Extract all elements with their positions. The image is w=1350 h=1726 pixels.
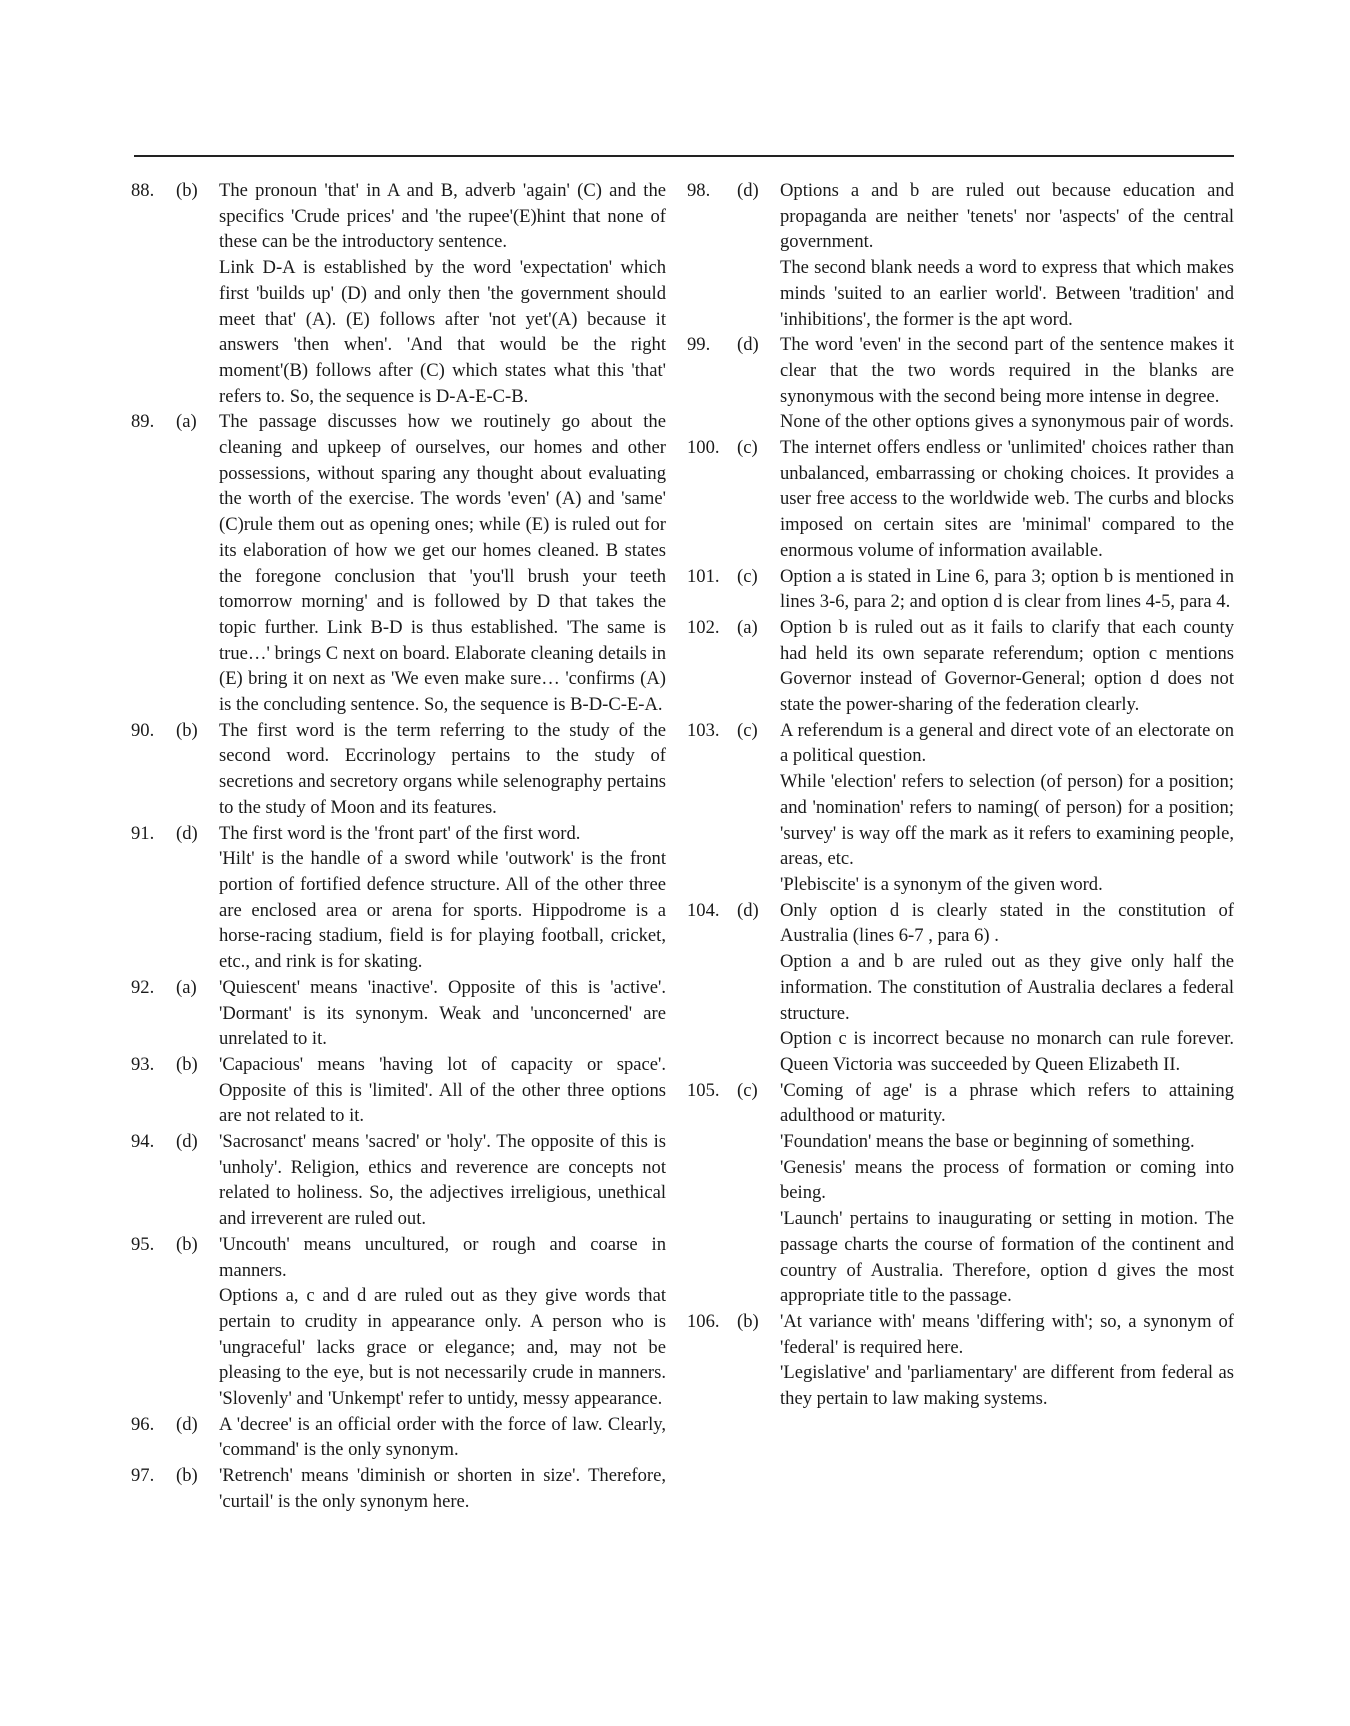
explanation [219, 975, 666, 1052]
explanation [219, 1412, 666, 1463]
question-number: 97. [131, 1465, 155, 1487]
question-number: 88. [131, 180, 155, 201]
explanation [219, 1463, 666, 1514]
explanation-paragraph: 'Quiescent' means 'inactive'. Opposite of this is 'active'. 'Dormant' is its synonym. Weak and 'unconcerned' are unrelated to it. [219, 976, 666, 1050]
answer-option: (d) [737, 334, 759, 356]
answer-option: (c) [737, 719, 758, 741]
answer-option: (d) [737, 180, 759, 201]
question-number: 106. [687, 1310, 720, 1332]
question-number: 90. [131, 719, 155, 741]
explanation [219, 409, 666, 717]
answer-entry [131, 1463, 666, 1514]
explanation [219, 821, 666, 975]
explanation-paragraph: 'Sacrosanct' means 'sacred' or 'holy'. The opposite of this is 'unholy'. Religion, ethics and reverence are concepts not related to holiness. So, the adjectives irreligious, unethical and irreverent are ruled out. [219, 1131, 666, 1230]
answer-entry [131, 178, 666, 409]
explanation-paragraph: 'At variance with' means 'differing with'; so, a synonym of 'federal' is required here. [780, 1310, 1234, 1358]
explanation [780, 332, 1234, 435]
answer-option: (b) [737, 1310, 759, 1332]
explanation [780, 1078, 1234, 1309]
explanation [219, 1129, 666, 1232]
explanation [219, 178, 666, 409]
explanation [780, 178, 1234, 332]
answer-entry [131, 1129, 666, 1232]
answer-entry [131, 409, 666, 717]
header-rule [134, 155, 1234, 157]
explanation-paragraph: Option b is ruled out as it fails to clarify that each county had held its own separate referendum; option c mentions Governor instead of Governor-General; option d does not state the power-sharing of the federation clearly. [780, 616, 1234, 716]
question-number: 96. [131, 1413, 155, 1435]
answer-entry [687, 1309, 1234, 1412]
explanation-paragraph: The second blank needs a word to express that which makes minds 'suited to an earlier world'. Between 'tradition' and 'inhibitions', the former is the apt word. [780, 257, 1234, 330]
question-number: 91. [131, 822, 155, 844]
question-number: 102. [687, 616, 720, 638]
explanation-paragraph: The first word is the term referring to the study of the second word. Eccrinology pertains to the study of secretions and secretory organs while selenography pertains to the study of Moon and its features. [219, 719, 666, 818]
left-column [131, 178, 666, 1515]
answer-entry [131, 821, 666, 975]
explanation-paragraph: 'Hilt' is the handle of a sword while 'outwork' is the front portion of fortified defence structure. All of the other three are enclosed area or arena for sports. Hippodrome is a horse-racing stadium, field is for playing football, cricket, etc., and rink is for skating. [219, 848, 666, 973]
answer-entry [687, 178, 1234, 332]
answer-entry [687, 898, 1234, 1078]
explanation-paragraph: Link D-A is established by the word 'expectation' which first 'builds up' (D) and only then 'the government should meet that' (A). (E) follows after 'not yet'(A) because it answers 'then when'. 'And that would be the right moment'(B) follows after (C) which states what this 'that' refers to. So, the sequence is D-A-E-C-B. [219, 257, 666, 407]
question-number: 95. [131, 1233, 155, 1255]
question-number: 104. [687, 899, 720, 921]
explanation-paragraph: 'Retrench' means 'diminish or shorten in size'. Therefore, 'curtail' is the only synonym here. [219, 1465, 666, 1512]
answer-option: (c) [737, 1079, 758, 1101]
explanation [219, 1052, 666, 1129]
explanation-paragraph: 'Genesis' means the process of formation or coming into being. [780, 1156, 1234, 1204]
explanation-paragraph: 'Plebiscite' is a synonym of the given word. [780, 873, 1103, 895]
answer-option: (a) [737, 616, 758, 638]
answer-option: (d) [176, 1413, 198, 1435]
answer-entry [687, 332, 1234, 435]
question-number: 98. [687, 180, 711, 201]
explanation [780, 564, 1234, 615]
explanation [219, 718, 666, 821]
explanation-paragraph: 'Launch' pertains to inaugurating or setting in motion. The passage charts the course of formation of the continent and country of Australia. Therefore, option d gives the most appropriate title to the passage. [780, 1208, 1234, 1307]
answer-option: (d) [176, 822, 198, 844]
explanation-paragraph: The first word is the 'front part' of the first word. [219, 822, 581, 844]
answer-entry [687, 615, 1234, 718]
explanation-paragraph: Option a is stated in Line 6, para 3; option b is mentioned in lines 3-6, para 2; and option d is clear from lines 4-5, para 4. [780, 565, 1234, 613]
explanation [219, 1232, 666, 1412]
answer-entry [131, 1052, 666, 1129]
explanation-paragraph: None of the other options gives a synonymous pair of words. [780, 411, 1234, 433]
answer-entry [687, 564, 1234, 615]
question-number: 105. [687, 1079, 720, 1101]
explanation-paragraph: Option c is incorrect because no monarch can rule forever. Queen Victoria was succeeded by Queen Elizabeth II. [780, 1028, 1234, 1075]
answer-option: (c) [737, 565, 758, 587]
answer-option: (b) [176, 1053, 198, 1075]
explanation-paragraph: The pronoun 'that' in A and B, adverb 'again' (C) and the specifics 'Crude prices' and 'the rupee'(E)hint that none of these can be the introductory sentence. [219, 180, 666, 253]
explanation-paragraph: A referendum is a general and direct vote of an electorate on a political question. [780, 719, 1234, 767]
explanation [780, 435, 1234, 564]
answer-option: (a) [176, 411, 197, 433]
right-column [687, 178, 1234, 1412]
explanation [780, 1309, 1234, 1412]
question-number: 103. [687, 719, 720, 741]
answer-entry [687, 1078, 1234, 1309]
explanation-paragraph: Option a and b are ruled out as they give only half the information. The constitution of Australia declares a federal structure. [780, 951, 1234, 1024]
answer-option: (d) [737, 899, 759, 921]
explanation-paragraph: 'Uncouth' means uncultured, or rough and coarse in manners. [219, 1233, 666, 1281]
explanation [780, 718, 1234, 898]
answer-option: (b) [176, 719, 198, 741]
answer-option: (b) [176, 1233, 198, 1255]
answer-entry [687, 718, 1234, 898]
question-number: 93. [131, 1053, 155, 1075]
explanation-paragraph: 'Foundation' means the base or beginning of something. [780, 1131, 1195, 1153]
explanation-paragraph: A 'decree' is an official order with the force of law. Clearly, 'command' is the only synonym. [219, 1413, 666, 1461]
answer-option: (a) [176, 976, 197, 998]
answer-option: (c) [737, 437, 758, 459]
answer-entry [131, 718, 666, 821]
explanation-paragraph: The word 'even' in the second part of the sentence makes it clear that the two words required in the blanks are synonymous with the second being more intense in degree. [780, 334, 1234, 407]
explanation-paragraph: 'Capacious' means 'having lot of capacity or space'. Opposite of this is 'limited'. All of the other three options are not related to it. [219, 1053, 666, 1127]
explanation-paragraph: Options a and b are ruled out because education and propaganda are neither 'tenets' nor 'aspects' of the central government. [780, 180, 1234, 253]
answer-entry [131, 975, 666, 1052]
question-number: 92. [131, 976, 155, 998]
explanation-paragraph: 'Legislative' and 'parliamentary' are different from federal as they pertain to law making systems. [780, 1362, 1234, 1410]
explanation [780, 898, 1234, 1078]
answer-entry [131, 1232, 666, 1412]
answer-entry [131, 1412, 666, 1463]
question-number: 100. [687, 437, 720, 459]
explanation-paragraph: Only option d is clearly stated in the constitution of Australia (lines 6-7 , para 6) . [780, 899, 1234, 947]
answer-option: (d) [176, 1131, 198, 1153]
question-number: 101. [687, 565, 720, 587]
explanation-paragraph: 'Coming of age' is a phrase which refers to attaining adulthood or maturity. [780, 1079, 1234, 1127]
answer-entry [687, 435, 1234, 564]
explanation-paragraph: While 'election' refers to selection (of person) for a position; and 'nomination' refers to naming( of person) for a position; 'survey' is way off the mark as it refers to examining people, areas, etc. [780, 771, 1234, 870]
question-number: 89. [131, 411, 155, 433]
question-number: 94. [131, 1131, 155, 1153]
explanation-paragraph: The passage discusses how we routinely go about the cleaning and upkeep of ourselves, our homes and other possessions, without sparing any thought about evaluating the worth of the exercise. The words 'even' (A) and 'same' (C)rule them out as opening ones; while (E) is ruled out for its elaboration of how we get our homes cleaned. B states the foregone conclusion that 'you'll brush your teeth tomorrow morning' and is followed by D that takes the topic further. Link B-D is thus established. 'The same is true…' brings C next on board. Elaborate cleaning details in (E) bring it on next as 'We even make sure… 'confirms (A) is the concluding sentence. So, the sequence is B-D-C-E-A. [219, 411, 666, 716]
explanation-paragraph: Options a, c and d are ruled out as they give words that pertain to crudity in appearance only. A person who is 'ungraceful' lacks grace or elegance; and, may not be pleasing to the eye, but is not necessarily crude in manners. 'Slovenly' and 'Unkempt' refer to untidy, messy appearance. [219, 1285, 666, 1410]
answer-option: (b) [176, 1465, 198, 1487]
explanation-paragraph: The internet offers endless or 'unlimited' choices rather than unbalanced, embarrassing or choking choices. It provides a user free access to the worldwide web. The curbs and blocks imposed on certain sites are 'minimal' compared to the enormous volume of information available. [780, 437, 1234, 561]
answer-option: (b) [176, 180, 198, 201]
explanation [780, 615, 1234, 718]
question-number: 99. [687, 334, 711, 356]
